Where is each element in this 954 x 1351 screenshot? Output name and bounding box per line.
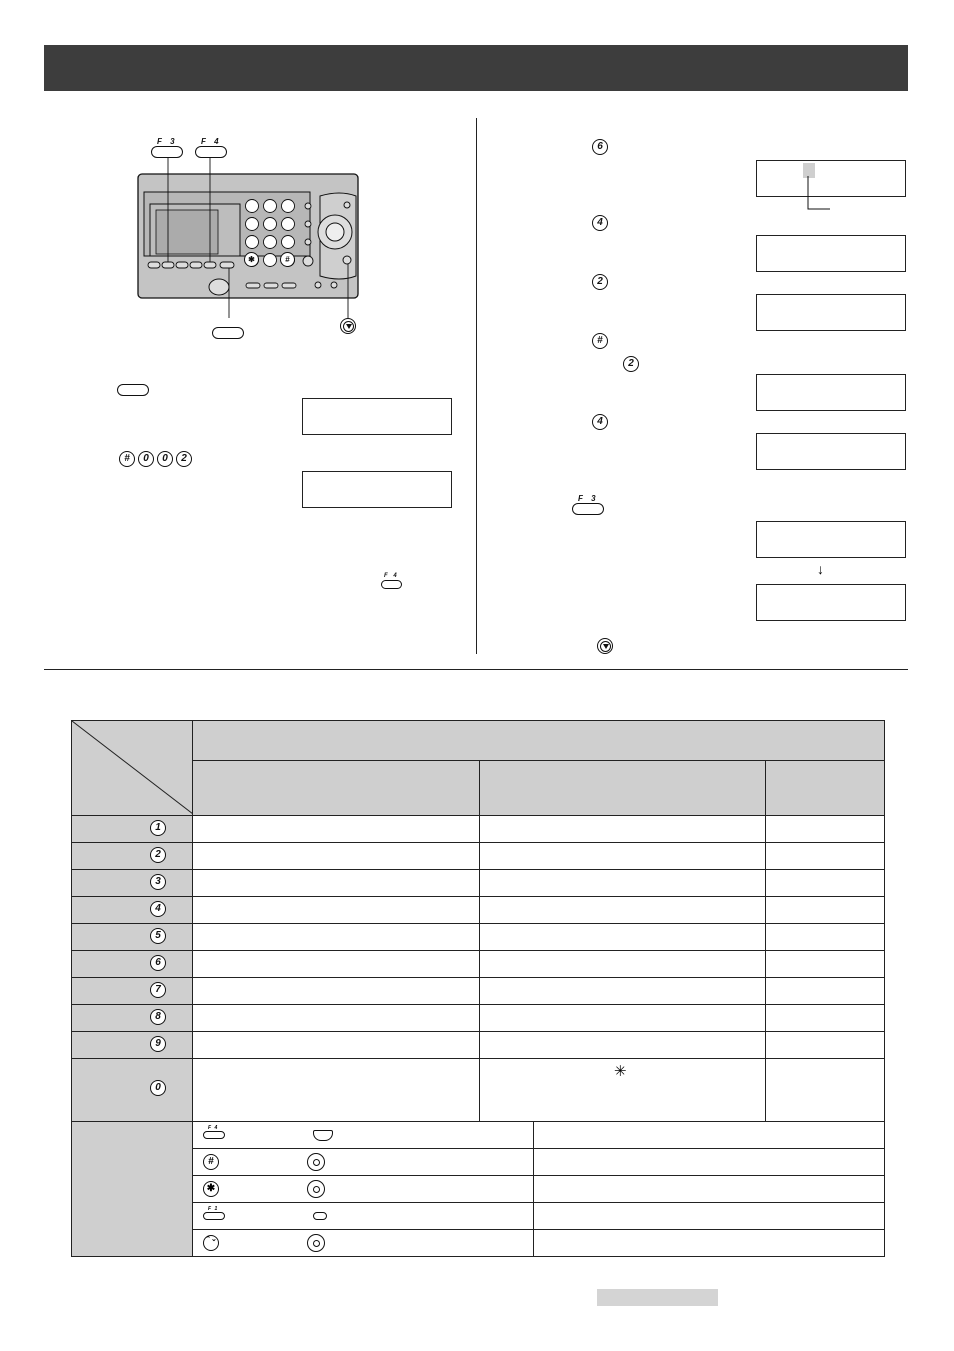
row-cell-3 — [766, 816, 885, 843]
section-divider — [44, 669, 908, 670]
row-cell-2 — [480, 951, 766, 978]
lcd-display-4 — [756, 235, 906, 272]
table-header-top — [193, 721, 885, 761]
handset-key-icon — [313, 1130, 333, 1141]
f3-inline-label: F 3 — [578, 494, 599, 503]
row-cell-3 — [766, 951, 885, 978]
table-corner-cell — [72, 721, 193, 816]
row-cell-2 — [480, 1005, 766, 1032]
character-table — [71, 720, 885, 1257]
four-key-icon: 4 — [592, 215, 608, 231]
table-row — [72, 897, 885, 924]
four-key-icon: 4 — [592, 414, 608, 430]
lcd-display-6 — [756, 374, 906, 411]
two-key-icon: 2 — [176, 451, 192, 467]
row-cell-2 — [480, 870, 766, 897]
edit-description-cell — [534, 1176, 885, 1203]
table-row — [72, 1059, 885, 1122]
row-cell-1 — [193, 1005, 480, 1032]
table-row — [72, 816, 885, 843]
number-key-icon: 0 — [150, 1080, 166, 1096]
row-cell-2 — [480, 978, 766, 1005]
fax-device-illustration — [0, 0, 477, 360]
navigator-key-icon — [307, 1234, 325, 1252]
row-cell-3 — [766, 870, 885, 897]
function-key-icon — [203, 1206, 225, 1220]
table-row — [72, 924, 885, 951]
row-cell-2 — [480, 843, 766, 870]
row-key-cell — [72, 951, 193, 978]
row-cell-1 — [193, 1032, 480, 1059]
edit-section-header — [72, 1122, 193, 1257]
row-cell-1 — [193, 816, 480, 843]
table-row — [72, 1032, 885, 1059]
number-key-icon: 8 — [150, 1009, 166, 1025]
edit-description-cell — [534, 1203, 885, 1230]
row-key-cell — [72, 870, 193, 897]
row-cell-1 — [193, 897, 480, 924]
small-button-icon — [313, 1212, 327, 1220]
zero-key-icon: 0 — [138, 451, 154, 467]
key-icon: ⌃⌄ — [203, 1235, 219, 1251]
table-row — [72, 1005, 885, 1032]
row-cell-2 — [480, 1032, 766, 1059]
device-diagram — [0, 0, 477, 360]
edit-row — [72, 1149, 885, 1176]
six-key-icon: 6 — [592, 139, 608, 155]
f4-inline-label: F 4 — [384, 573, 399, 579]
down-arrow: ↓ — [817, 561, 824, 577]
number-key-icon: 1 — [150, 820, 166, 836]
step1-menu-button-icon — [117, 384, 149, 396]
row-cell-1 — [193, 924, 480, 951]
hash-key-icon: # — [592, 333, 608, 349]
row-cell-3 — [766, 1032, 885, 1059]
table-row — [72, 978, 885, 1005]
number-key-icon: 9 — [150, 1036, 166, 1052]
key-icon: ✱ — [203, 1181, 219, 1197]
table-row — [72, 870, 885, 897]
stop-button-icon — [340, 318, 356, 334]
edit-key-cell — [193, 1230, 534, 1257]
lcd-display-5 — [756, 294, 906, 331]
hash-key-icon: # — [119, 451, 135, 467]
edit-key-cell — [193, 1149, 534, 1176]
number-key-icon: 6 — [150, 955, 166, 971]
edit-row — [72, 1122, 885, 1149]
row-key-cell — [72, 816, 193, 843]
edit-row — [72, 1230, 885, 1257]
keypad-hash-key: # — [280, 252, 295, 267]
f3-label: F 3 — [157, 137, 178, 146]
menu-button-icon — [212, 327, 244, 339]
number-key-icon: 2 — [150, 847, 166, 863]
row-key-cell — [72, 1059, 193, 1122]
number-key-icon: 5 — [150, 928, 166, 944]
f4-label: F 4 — [201, 137, 222, 146]
corner-diagonal — [72, 721, 193, 814]
zero-key-icon: 0 — [157, 451, 173, 467]
row-cell-1 — [193, 1059, 480, 1122]
row-cell-3 — [766, 897, 885, 924]
edit-key-cell — [193, 1203, 534, 1230]
lcd-display-9 — [756, 584, 906, 621]
row-cell-1 — [193, 978, 480, 1005]
f4-button-icon — [195, 146, 227, 158]
column-divider — [476, 118, 477, 654]
row-cell-3 — [766, 924, 885, 951]
table-header-col3 — [766, 761, 885, 816]
row-cell-2 — [480, 924, 766, 951]
row-cell-3 — [766, 1059, 885, 1122]
f3-button-icon — [151, 146, 183, 158]
table-row — [72, 843, 885, 870]
table-header-col1 — [193, 761, 480, 816]
row-cell-1 — [193, 870, 480, 897]
fkey-label: F 4 — [208, 1125, 219, 1131]
row-key-cell — [72, 1005, 193, 1032]
two-key-icon: 2 — [592, 274, 608, 290]
row-key-cell — [72, 978, 193, 1005]
f3-inline-button-icon — [572, 503, 604, 515]
edit-row — [72, 1176, 885, 1203]
fkey-label: F 1 — [208, 1206, 219, 1212]
lcd-display-1 — [302, 398, 452, 435]
row-cell-3 — [766, 1005, 885, 1032]
row-key-cell — [72, 897, 193, 924]
row-cell-3 — [766, 978, 885, 1005]
edit-key-cell — [193, 1122, 534, 1149]
cursor-pointer-line — [800, 176, 840, 212]
row-key-cell — [72, 1032, 193, 1059]
function-key-icon — [203, 1125, 225, 1139]
edit-description-cell — [534, 1149, 885, 1176]
keypad-star-key: ✱ — [244, 252, 259, 267]
row-cell-1 — [193, 951, 480, 978]
row-cell-2 — [480, 816, 766, 843]
number-key-icon: 4 — [150, 901, 166, 917]
f4-inline-button-icon — [381, 580, 402, 589]
edit-row — [72, 1203, 885, 1230]
lcd-display-7 — [756, 433, 906, 470]
edit-description-cell — [534, 1230, 885, 1257]
navigator-key-icon — [307, 1180, 325, 1198]
row-cell-3 — [766, 843, 885, 870]
lcd-display-8 — [756, 521, 906, 558]
two-key-icon: 2 — [623, 356, 639, 372]
table-header-col2 — [480, 761, 766, 816]
number-key-icon: 3 — [150, 874, 166, 890]
table-row — [72, 951, 885, 978]
key-icon: # — [203, 1154, 219, 1170]
edit-description-cell — [534, 1122, 885, 1149]
page-number-box — [597, 1289, 718, 1306]
row-key-cell — [72, 924, 193, 951]
row-cell-2 — [480, 897, 766, 924]
number-key-icon: 7 — [150, 982, 166, 998]
star-symbol: ✳ — [614, 1063, 627, 1080]
row-key-cell — [72, 843, 193, 870]
navigator-key-icon — [307, 1153, 325, 1171]
edit-key-cell — [193, 1176, 534, 1203]
stop-key-icon — [597, 638, 613, 654]
row-cell-1 — [193, 843, 480, 870]
row-cell-2 — [480, 1059, 766, 1122]
lcd-display-2 — [302, 471, 452, 508]
